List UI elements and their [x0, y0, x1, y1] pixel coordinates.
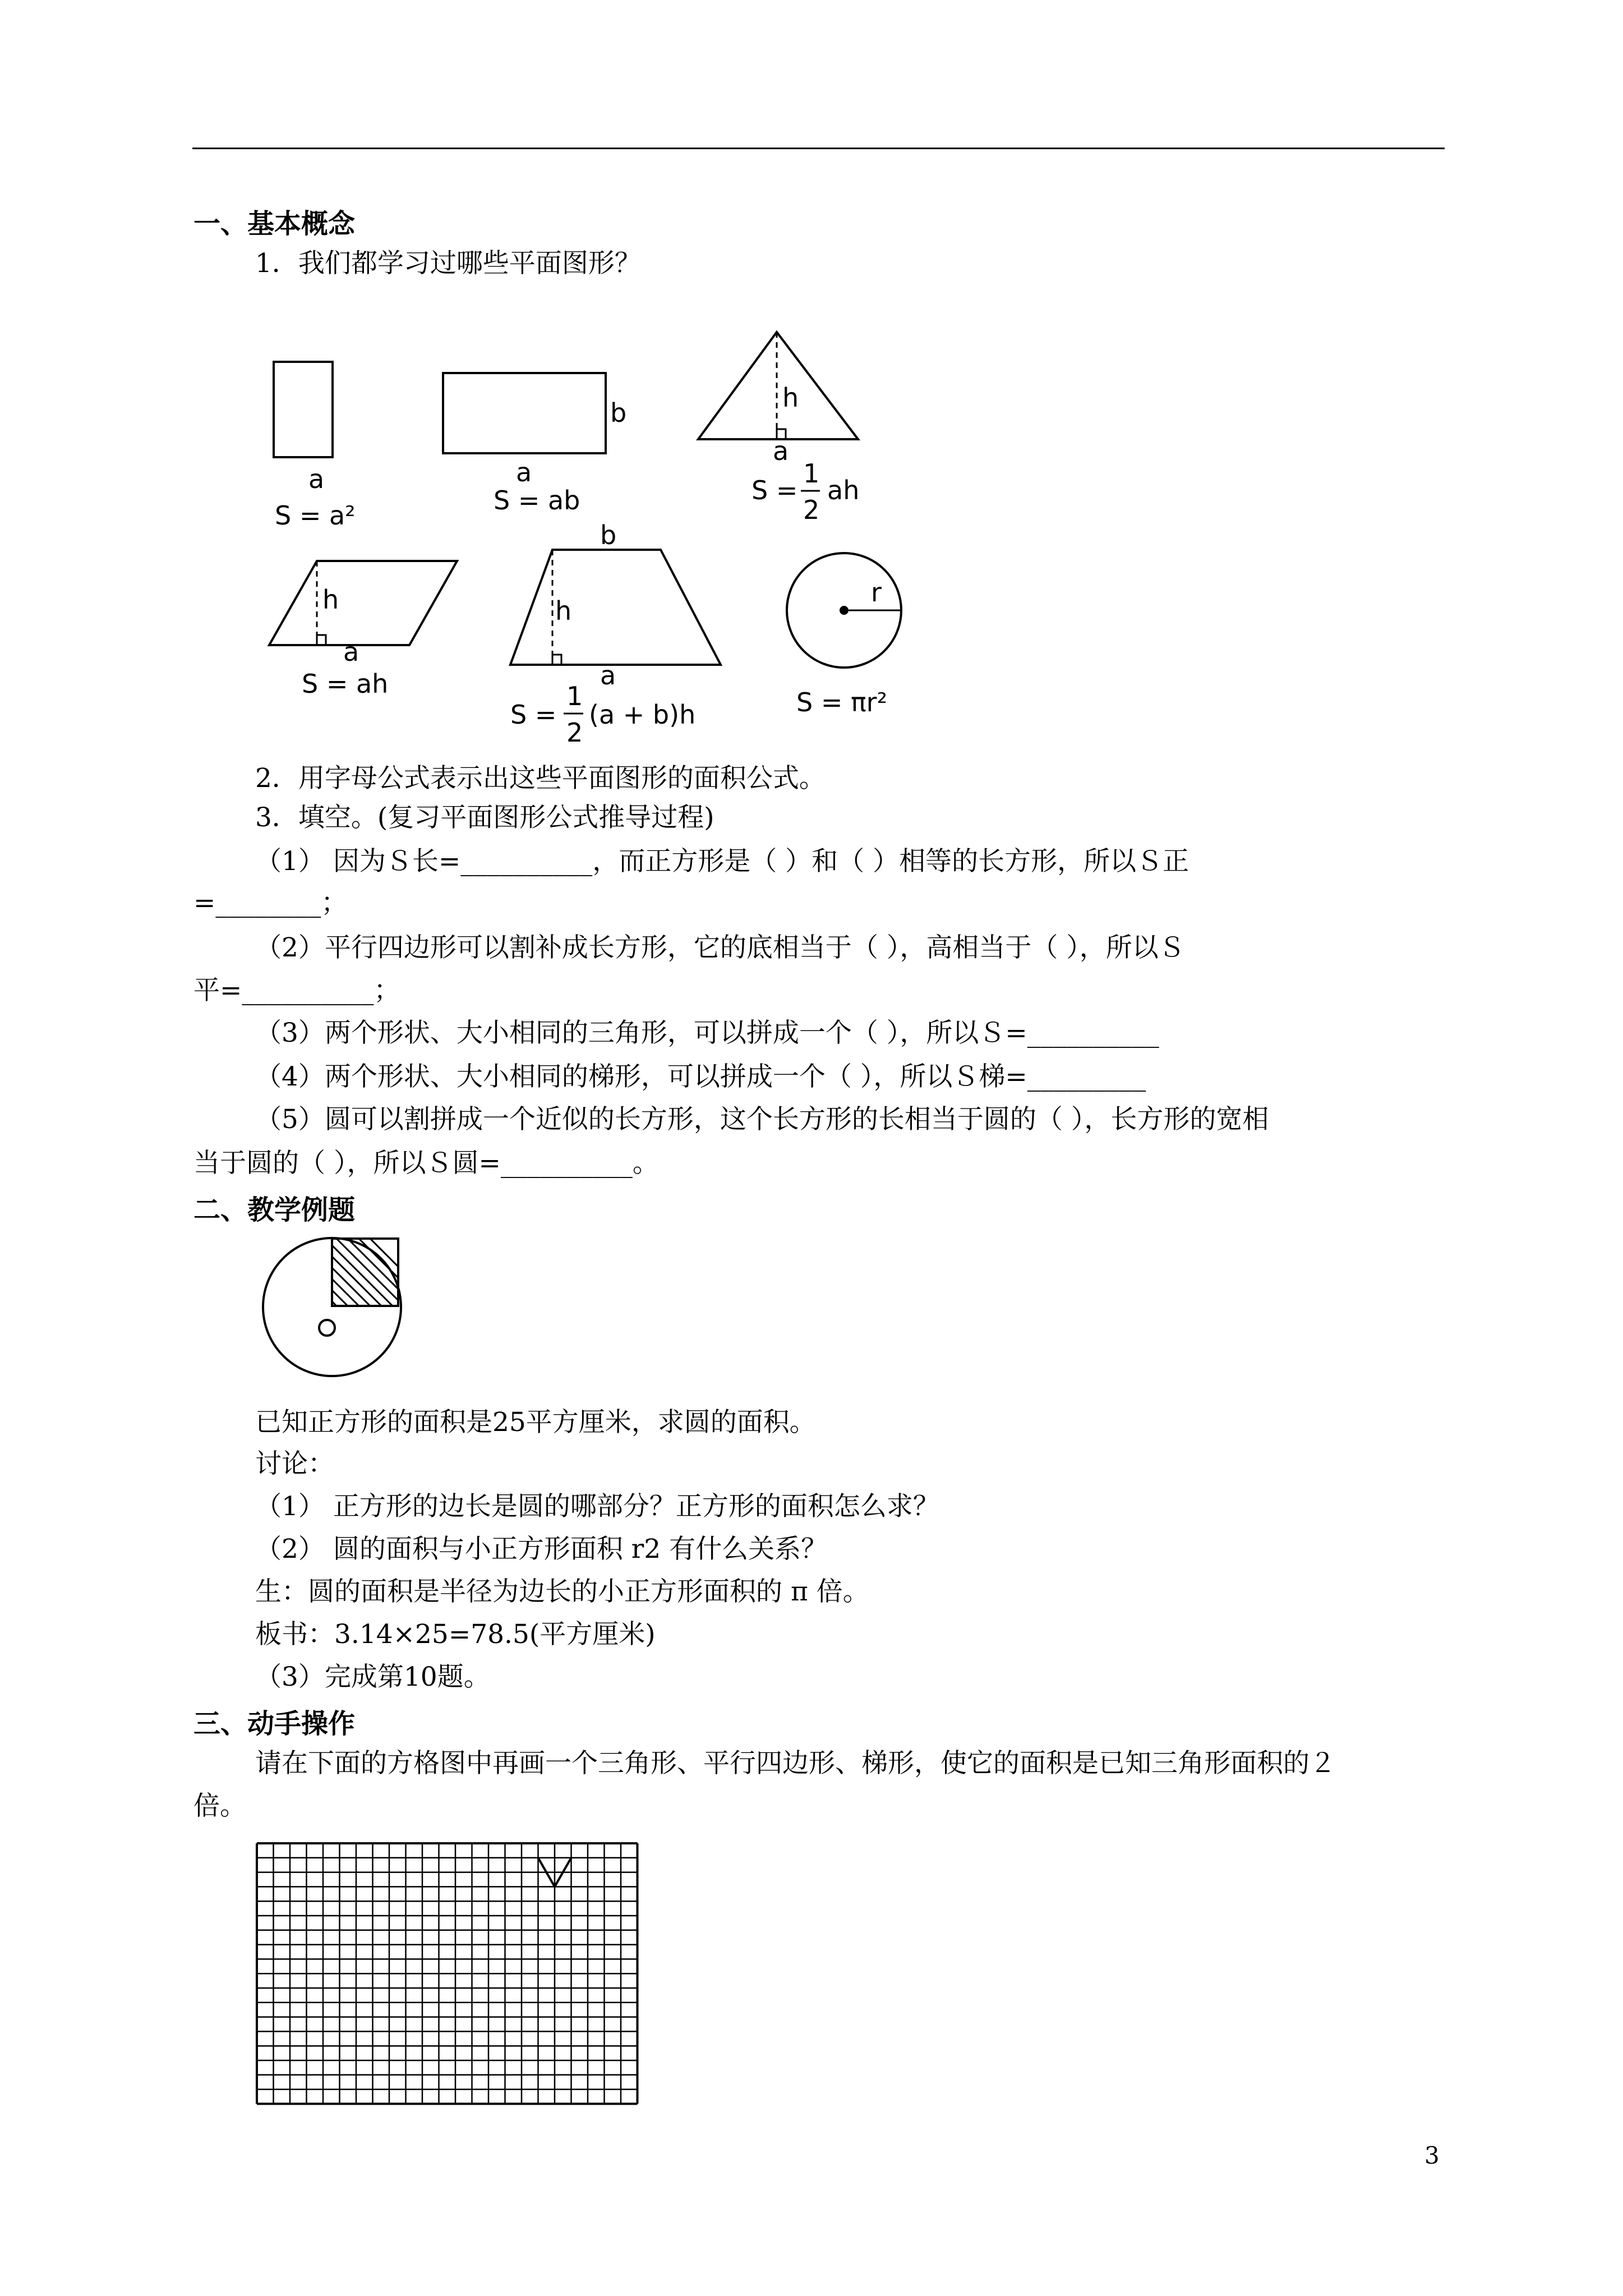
- task-line-2: 倍。: [193, 1791, 246, 1821]
- fill-5b: 当于圆的（ ），所以Ｓ圆=__________。: [193, 1148, 659, 1179]
- trapezoid-frac-num: 1: [566, 681, 583, 711]
- page-number: 3: [1424, 2142, 1440, 2169]
- triangle-shape: [698, 332, 858, 439]
- discuss-2: （2） 圆的面积与小正方形面积 r2 有什么关系？: [255, 1534, 828, 1565]
- triangle-frac-num: 1: [803, 458, 820, 489]
- circle-r-label: r: [871, 577, 882, 608]
- trapezoid-formula-s: S =: [510, 700, 557, 730]
- discuss-3: （3）完成第10题。: [255, 1662, 490, 1692]
- fill-5a: （5）圆可以割拼成一个近似的长方形，这个长方形的长相当于圆的（ ），长方形的宽相: [255, 1104, 1269, 1135]
- square-shape: [274, 362, 333, 457]
- circle-formula: S = πr²: [796, 687, 888, 717]
- trapezoid-formula-rest: (a + b)h: [589, 700, 696, 730]
- triangle-formula-s: S =: [751, 475, 798, 505]
- fill-1a: （1） 因为Ｓ长=__________，而正方形是（ ）和（ ）相等的长方形，所以Ｓ正: [255, 846, 1189, 877]
- section-2-title: 二、教学例题: [193, 1194, 356, 1226]
- rectangle-a-label: a: [516, 457, 532, 487]
- trapezoid-shape: [510, 550, 721, 665]
- section-3-title: 三、动手操作: [193, 1708, 356, 1740]
- fill-2b: 平=__________；: [193, 975, 400, 1006]
- trapezoid-h-label: h: [555, 596, 572, 626]
- section-1-title: 一、基本概念: [193, 208, 356, 240]
- student-answer: 生：圆的面积是半径为边长的小正方形面积的 π 倍。: [255, 1576, 869, 1607]
- parallelogram-a-label: a: [343, 637, 359, 667]
- discuss-label: 讨论：: [255, 1448, 334, 1479]
- square-formula: S = a²: [275, 500, 356, 531]
- trapezoid-b-label: b: [600, 520, 617, 550]
- example-problem: 已知正方形的面积是25平方厘米，求圆的面积。: [255, 1407, 816, 1438]
- question-3: 3．填空。(复习平面图形公式推导过程): [255, 802, 714, 833]
- parallelogram-formula: S = ah: [302, 669, 389, 699]
- triangle-h-label: h: [782, 383, 799, 413]
- triangle-a-label: a: [773, 436, 789, 466]
- square-side-label: a: [308, 464, 325, 494]
- task-line-1: 请在下面的方格图中再画一个三角形、平行四边形、梯形，使它的面积是已知三角形面积的２: [255, 1748, 1336, 1779]
- fill-3: （3）两个形状、大小相同的三角形，可以拼成一个（ ），所以Ｓ=__________: [255, 1018, 1159, 1048]
- board-work: 板书：3.14×25=78.5(平方厘米): [255, 1619, 656, 1650]
- parallelogram-shape: [269, 561, 457, 645]
- triangle-formula-rest: ah: [827, 475, 860, 505]
- fill-1b: =________；: [193, 887, 348, 918]
- question-1: 1．我们都学习过哪些平面图形？: [255, 248, 641, 279]
- parallelogram-h-label: h: [322, 585, 339, 615]
- question-2: 2．用字母公式表示出这些平面图形的面积公式。: [255, 763, 826, 794]
- trapezoid-a-label: a: [600, 660, 616, 691]
- fill-2a: （2）平行四边形可以割补成长方形，它的底相当于（ ），高相当于（ ），所以Ｓ: [255, 932, 1185, 963]
- trapezoid-frac-den: 2: [566, 717, 583, 748]
- discuss-1: （1） 正方形的边长是圆的哪部分？正方形的面积怎么求？: [255, 1491, 939, 1522]
- rectangle-b-label: b: [610, 398, 627, 428]
- rectangle-formula: S = ab: [494, 485, 580, 516]
- triangle-frac-den: 2: [803, 495, 820, 525]
- rectangle-shape: [443, 373, 606, 453]
- fill-4: （4）两个形状、大小相同的梯形，可以拼成一个（ ），所以Ｓ梯=_________: [255, 1061, 1146, 1092]
